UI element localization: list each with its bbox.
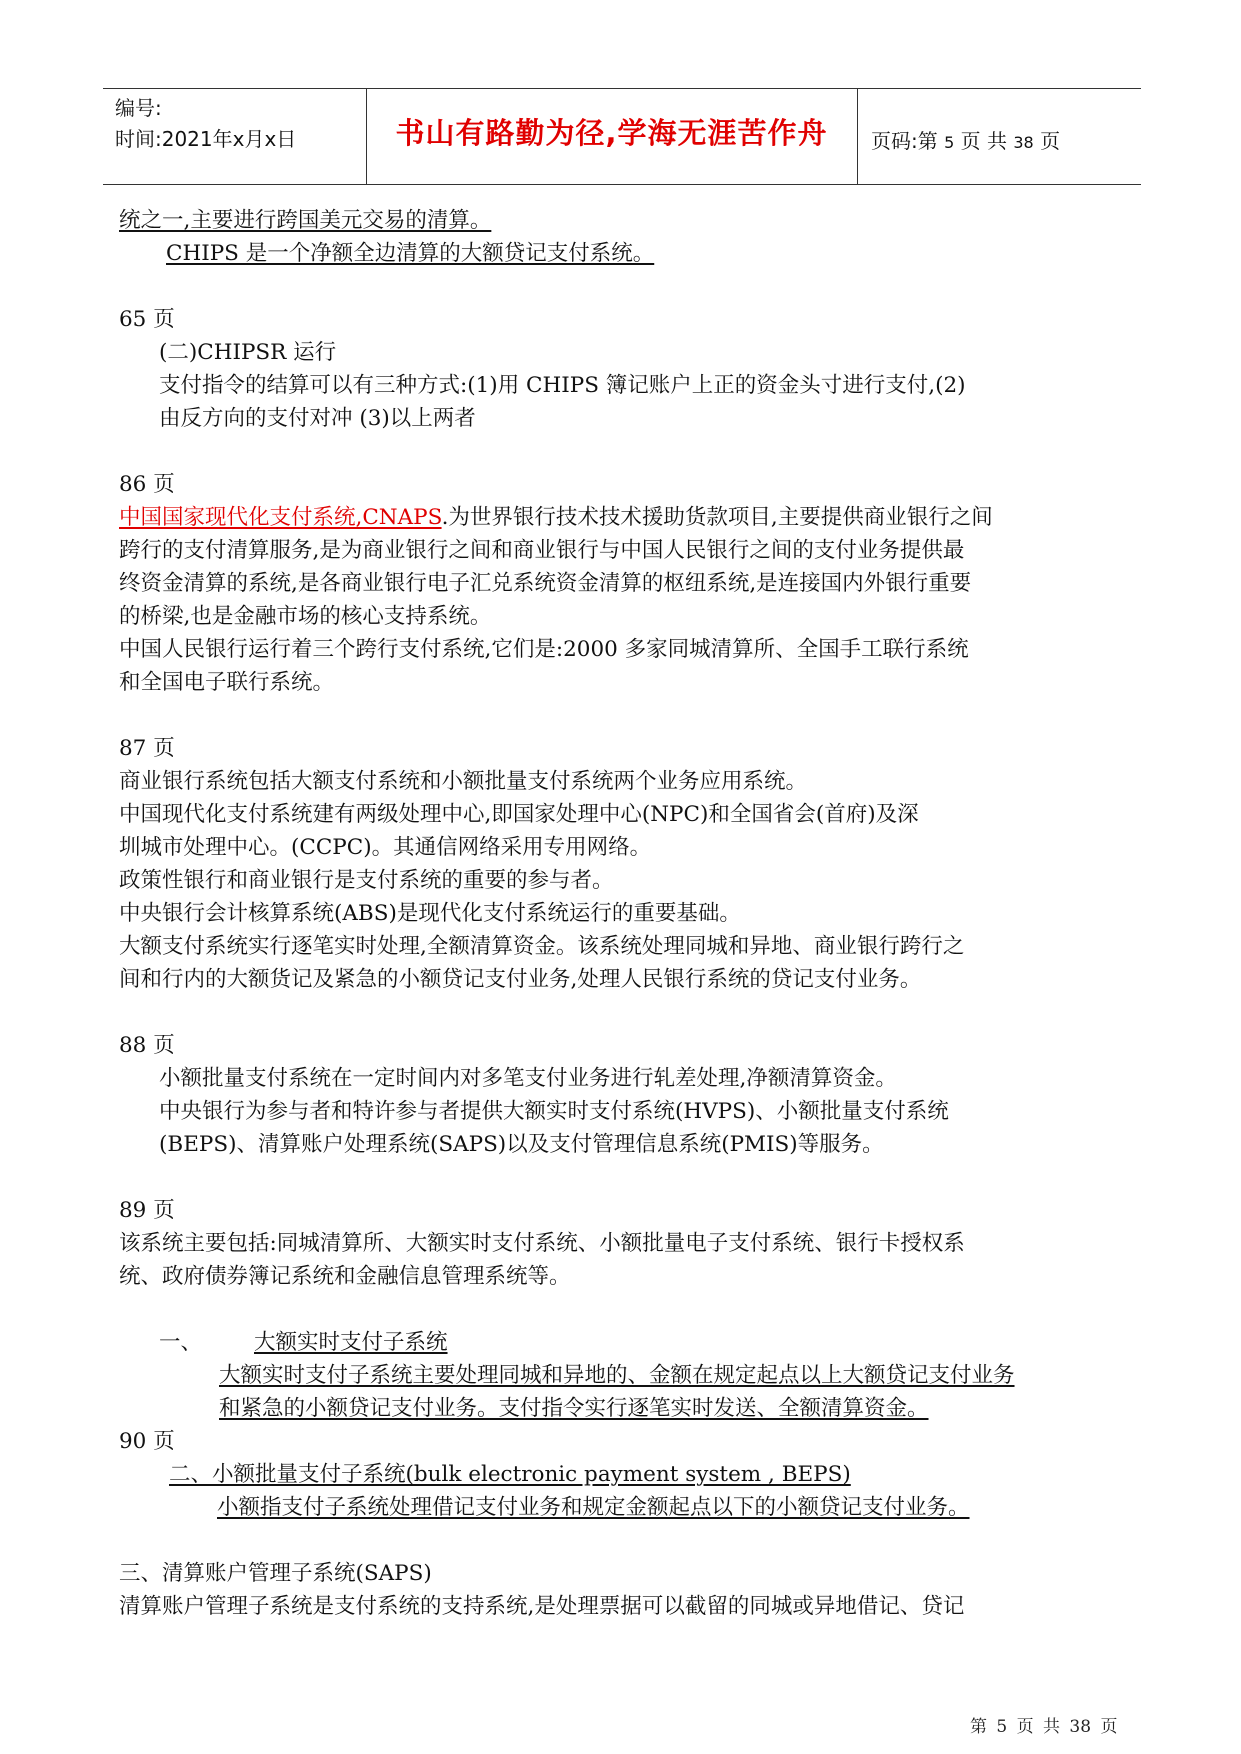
subsection-heading: 二、小额批量支付子系统(bulk electronic payment system , BEPS)	[169, 1462, 851, 1487]
text-line: 小额批量支付系统在一定时间内对多笔支付业务进行轧差处理,净额清算资金。	[159, 1066, 897, 1091]
text-line: 统之一,主要进行跨国美元交易的清算。	[119, 208, 492, 233]
text-line: 中央银行会计核算系统(ABS)是现代化支付系统运行的重要基础。	[119, 901, 741, 926]
subsection-heading: 三、清算账户管理子系统(SAPS)	[119, 1561, 432, 1586]
header-motto: 书山有路勤为径,学海无涯苦作舟	[395, 116, 828, 150]
page-ref: 89 页	[119, 1198, 175, 1223]
text-line: 小额指支付子系统处理借记支付业务和规定金额起点以下的小额贷记支付业务。	[217, 1495, 970, 1520]
page-ref: 87 页	[119, 736, 175, 761]
text-line: 终资金清算的系统,是各商业银行电子汇兑系统资金清算的枢纽系统,是连接国内外银行重要	[119, 571, 972, 596]
page-mid: 页 共	[960, 129, 1008, 153]
time-label: 时间:2021年x月x日	[115, 127, 297, 151]
header-page-info	[871, 125, 1060, 154]
text-line: 和紧急的小额贷记支付业务。支付指令实行逐笔实时发送、全额清算资金。	[219, 1396, 929, 1421]
number-label: 编号:	[115, 96, 162, 120]
page-ref: 86 页	[119, 472, 175, 497]
text-line: 清算账户管理子系统是支付系统的支持系统,是处理票据可以截留的同城或异地借记、贷记	[119, 1594, 965, 1619]
page-ref: 88 页	[119, 1033, 175, 1058]
text-line: 大额实时支付子系统主要处理同城和异地的、金额在规定起点以上大额贷记支付业务	[219, 1363, 1015, 1388]
text-line: 中国人民银行运行着三个跨行支付系统,它们是:2000 多家同城清算所、全国手工联行系统	[119, 637, 969, 662]
page-prefix: 页码:第	[871, 129, 938, 153]
text-line: 该系统主要包括:同城清算所、大额实时支付系统、小额批量电子支付系统、银行卡授权系	[119, 1231, 965, 1256]
text-line: 中国现代化支付系统建有两级处理中心,即国家处理中心(NPC)和全国省会(首府)及深	[119, 802, 919, 827]
header-divider	[857, 89, 858, 184]
page-current: 5	[944, 133, 955, 152]
text-line: 大额支付系统实行逐笔实时处理,全额清算资金。该系统处理同城和异地、商业银行跨行之	[119, 934, 965, 959]
cnaps-link[interactable]: 中国国家现代化支付系统,CNAPS	[119, 505, 442, 530]
text-line: 统、政府债券簿记系统和金融信息管理系统等。	[119, 1264, 571, 1289]
text-line: 间和行内的大额货记及紧急的小额贷记支付业务,处理人民银行系统的贷记支付业务。	[119, 967, 922, 992]
header-meta	[115, 93, 296, 155]
text-line: .为世界银行技术技术援助货款项目,主要提供商业银行之间	[441, 505, 993, 530]
text-line: 的桥梁,也是金融市场的核心支持系统。	[119, 604, 492, 629]
page-footer: 第 5 页 共 38 页	[970, 1717, 1118, 1737]
page-ref: 90 页	[119, 1429, 175, 1454]
text-line: 政策性银行和商业银行是支付系统的重要的参与者。	[119, 868, 614, 893]
page-ref: 65 页	[119, 307, 175, 332]
text-line: 跨行的支付清算服务,是为商业银行之间和商业银行与中国人民银行之间的支付业务提供最	[119, 538, 965, 563]
text-line: 中央银行为参与者和特许参与者提供大额实时支付系统(HVPS)、小额批量支付系统	[159, 1099, 949, 1124]
text-line: 和全国电子联行系统。	[119, 670, 335, 695]
text-line: 支付指令的结算可以有三种方式:(1)用 CHIPS 簿记账户上正的资金头寸进行支付,(2)	[159, 373, 966, 398]
list-number: 一、	[159, 1330, 203, 1355]
text-line: 圳城市处理中心。(CCPC)。其通信网络采用专用网络。	[119, 835, 652, 860]
text-line: (BEPS)、清算账户处理系统(SAPS)以及支付管理信息系统(PMIS)等服务。	[159, 1132, 884, 1157]
text-line: 由反方向的支付对冲 (3)以上两者	[159, 406, 476, 431]
page-header	[103, 88, 1141, 185]
page-suffix: 页	[1040, 129, 1061, 153]
text-line: 商业银行系统包括大额支付系统和小额批量支付系统两个业务应用系统。	[119, 769, 808, 794]
section-heading: (二)CHIPSR 运行	[159, 340, 337, 365]
document-body	[119, 204, 1129, 1623]
page-total: 38	[1013, 133, 1034, 152]
subsection-heading: 大额实时支付子系统	[254, 1330, 448, 1355]
text-line: CHIPS 是一个净额全边清算的大额贷记支付系统。	[166, 241, 655, 266]
